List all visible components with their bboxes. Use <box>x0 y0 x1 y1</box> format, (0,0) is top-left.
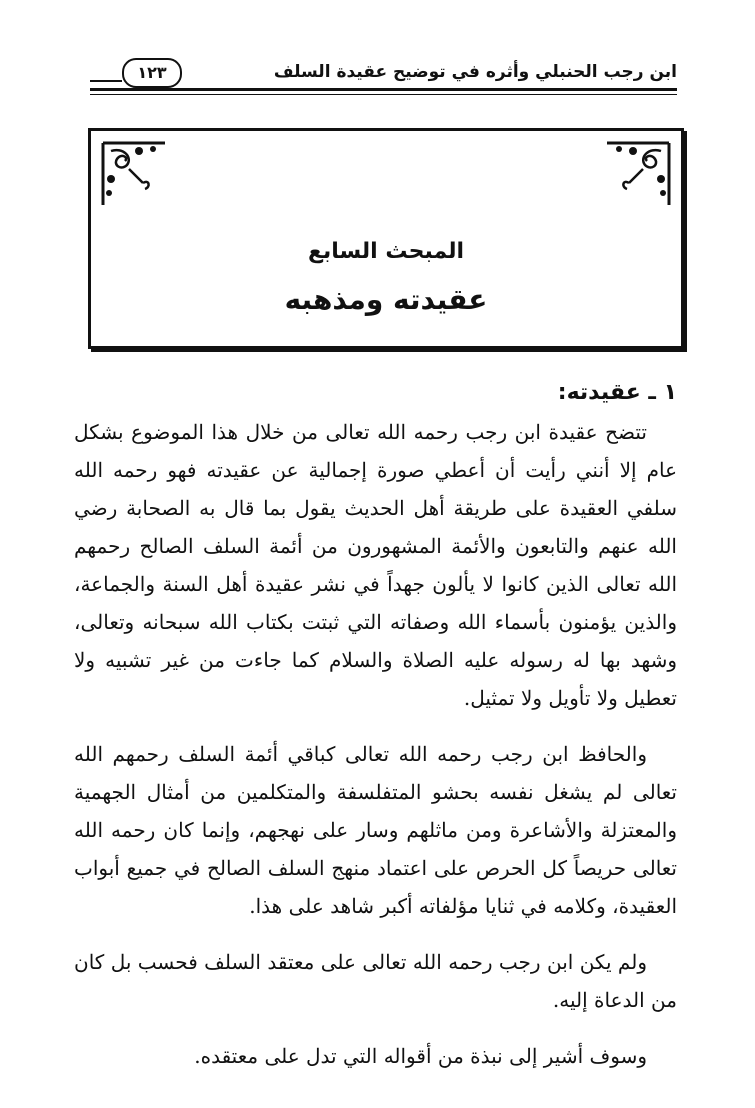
section-label: المبحث السابع <box>307 239 465 264</box>
subheading: ١ ـ عقيدته: <box>557 380 677 405</box>
header-rule-thick <box>90 88 677 91</box>
section-title: عقيدته ومذهبه <box>284 283 488 316</box>
header-rule-thin <box>90 94 677 95</box>
corner-ornament-icon <box>99 139 169 209</box>
page-header <box>90 58 677 98</box>
page-number: ١٢٣ <box>122 58 182 88</box>
paragraph: ولم يكن ابن رجب رحمه الله تعالى على معتقد السلف فحسب بل كان من الدعاة إليه. <box>74 950 677 1012</box>
paragraph: تتضح عقيدة ابن رجب رحمه الله تعالى من خلال هذا الموضوع بشكل عام إلا أنني رأيت أن أعطي صورة إجمالية عن عقيدته فهو رحمه الله سلفي العقيدة على طريقة أهل الحديث يقول بما قال به الصحابة رضي الله عنهم والتابعون والأئمة المشهورون من أئمة السلف الصالح رحمهم الله تعالى الذين كانوا لا يألون جهداً في نشر عقيدة أهل السنة والجماعة، والذين يؤمنون بأسماء الله وصفاته التي ثبتت بكتاب الله سبحانه وتعالى، وشهد بها له رسوله عليه الصلاة والسلام كما جاءت من غير تشبيه ولا تعطيل ولا تأويل ولا تمثيل. <box>74 420 677 710</box>
paragraph: والحافظ ابن رجب رحمه الله تعالى كباقي أئمة السلف رحمهم الله تعالى لم يشغل نفسه بحشو المتفلسفة والمتكلمين من أمثال الجهمية والمعتزلة والأشاعرة ومن ماثلهم وسار على نهجهم، وإنما كان رحمه الله تعالى حريصاً كل الحرص على اعتماد منهج السلف الصالح في جميع أبواب العقيدة، وكلامه في ثنايا مؤلفاته أكبر شاهد على هذا. <box>74 742 677 918</box>
header-rule-stub <box>90 80 122 82</box>
body-content <box>74 380 677 1093</box>
paragraph: وسوف أشير إلى نبذة من أقواله التي تدل على معتقده. <box>194 1044 647 1068</box>
corner-ornament-icon <box>603 139 673 209</box>
running-title: ابن رجب الحنبلي وأثره في توضيح عقيدة السلف <box>273 62 677 82</box>
section-frame <box>88 128 684 349</box>
